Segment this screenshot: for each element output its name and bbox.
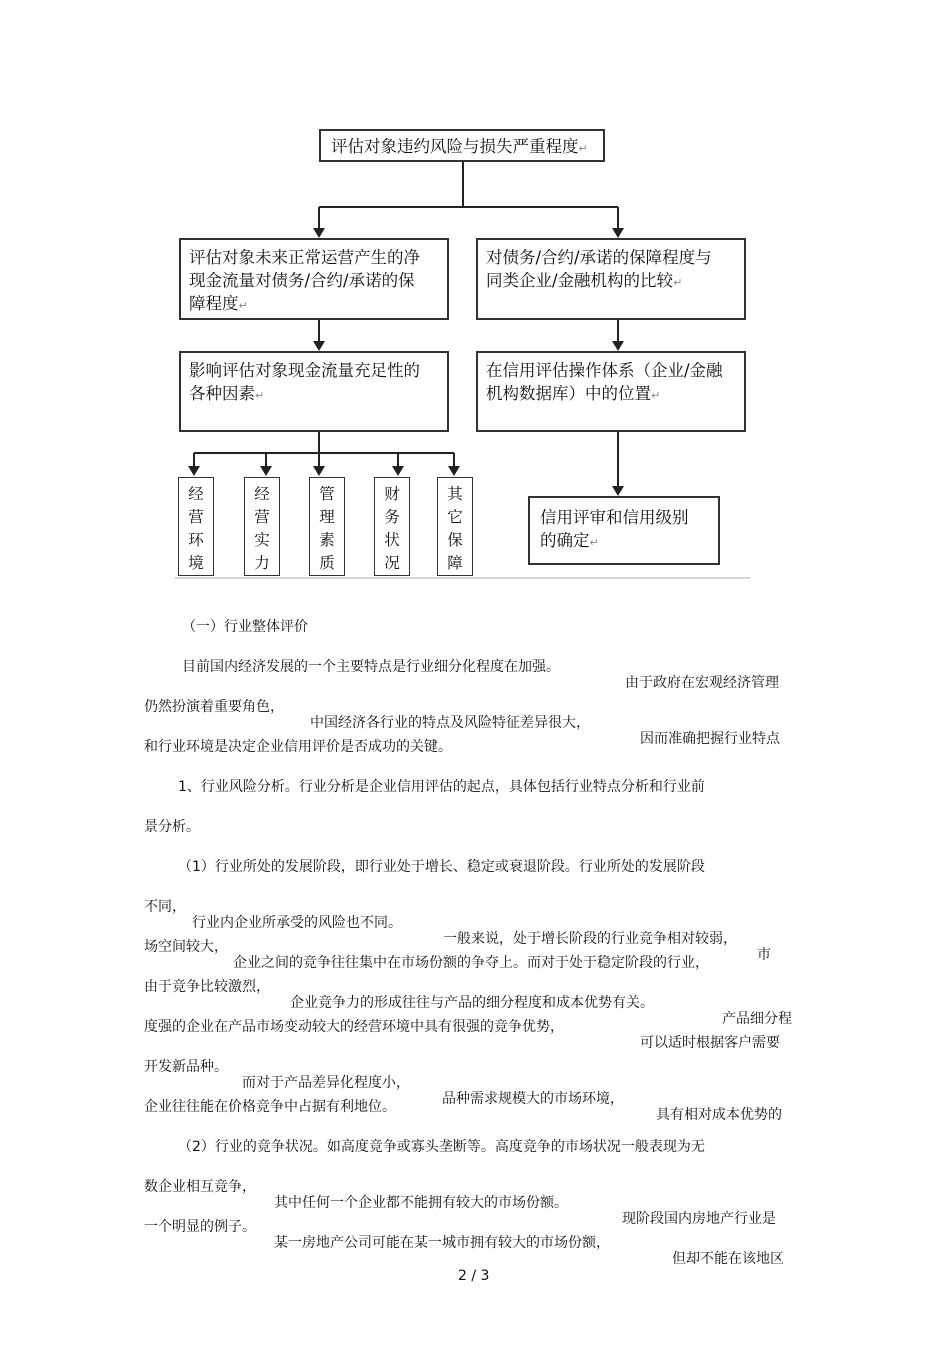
factor-label: 管 理 素 质 [319, 485, 335, 572]
right2-line-2: 机构数据库）中的位置↵ [486, 384, 661, 403]
paragraph-line [0, 1120, 950, 1155]
text-run: 不同， [144, 899, 186, 915]
text-run: 一般来说，处于增长阶段的行业竞争相对较弱， [443, 931, 737, 947]
text-run: 因而准确把握行业特点 [640, 731, 780, 747]
factor-box-operating-strength [244, 477, 280, 576]
flowchart-top-box [319, 129, 605, 162]
text-run: 由于政府在宏观经济管理 [625, 675, 779, 691]
top-box-text: 评估对象违约风险与损失严重程度 [331, 137, 579, 156]
left2-line-1: 影响评估对象现金流量充足性的 [189, 361, 420, 380]
text-run: 企业之间的竞争往往集中在市场份额的争夺上。而对于处于稳定阶段的行业， [233, 955, 709, 971]
text-run: 具有相对成本优势的 [656, 1107, 782, 1123]
text-run: 某一房地产公司可能在某一城市拥有较大的市场份额， [274, 1235, 610, 1251]
left1-line-1: 评估对象未来正常运营产生的净 [189, 248, 420, 267]
text-run: 企业往往能在价格竞争中占据有利地位。 [144, 1099, 396, 1115]
return-mark: ↵ [578, 142, 588, 155]
right1-line-1: 对债务/合约/承诺的保障程度与 [486, 248, 712, 267]
text-run: 数企业相互竞争， [144, 1179, 256, 1195]
arrowhead-right-3 [612, 486, 624, 496]
text-run: 可以适时根据客户需要 [640, 1035, 780, 1051]
arrowhead-right-2 [612, 341, 624, 351]
arrowhead-factor-1 [188, 466, 200, 476]
text-run: 行业内企业所承受的风险也不同。 [192, 915, 402, 931]
text-run: 企业竞争力的形成往往与产品的细分程度和成本优势有关。 [290, 995, 654, 1011]
factor-box-other-guarantees [437, 477, 473, 576]
text-run: 开发新品种。 [144, 1059, 228, 1075]
heading-text: （一）行业整体评价 [182, 619, 308, 635]
right2-line-1: 在信用评估操作体系（企业/金融 [486, 361, 723, 380]
paragraph-line [0, 760, 950, 795]
arrowhead-factor-5 [448, 466, 460, 476]
text-run: 1、行业风险分析。行业分析是企业信用评估的起点，具体包括行业特点分析和行业前 [178, 779, 705, 795]
flowchart-right-box-2 [476, 351, 746, 432]
text-run: 一个明显的例子。 [144, 1219, 256, 1235]
factor-box-operating-environment [178, 477, 214, 576]
page-number-text: 2 / 3 [458, 1268, 490, 1284]
text-run: 现阶段国内房地产行业是 [622, 1211, 776, 1227]
section-heading [0, 600, 950, 635]
right3-line-2: 的确定↵ [540, 531, 599, 550]
factor-box-financial-status [374, 477, 410, 576]
text-run: 市 [757, 947, 771, 963]
paragraph-line [0, 840, 950, 875]
arrowhead-left-1 [313, 228, 325, 238]
text-run: 而对于产品差异化程度小， [242, 1075, 410, 1091]
arrowhead-right-1 [612, 228, 624, 238]
flowchart-right-box-3 [528, 496, 720, 565]
left1-line-3: 障程度↵ [189, 294, 248, 313]
right3-line-1: 信用评审和信用级别 [540, 508, 689, 527]
text-run: 度强的企业在产品市场变动较大的经营环境中具有很强的竞争优势， [144, 1019, 564, 1035]
paragraph-line [0, 720, 950, 755]
text-run: 其中任何一个企业都不能拥有较大的市场份额。 [274, 1195, 568, 1211]
factor-label: 经 营 环 境 [188, 485, 204, 572]
text-run: （2）行业的竞争状况。如高度竞争或寡头垄断等。高度竞争的市场状况一般表现为无 [178, 1139, 705, 1155]
factor-label: 财 务 状 况 [384, 485, 400, 572]
text-run: 但却不能在该地区 [672, 1251, 784, 1267]
paragraph-line [0, 800, 950, 835]
text-run: 中国经济各行业的特点及风险特征差异很大， [310, 715, 590, 731]
arrowhead-factor-2 [260, 466, 272, 476]
text-run: 产品细分程 [722, 1011, 792, 1027]
left1-line-2: 现金流量对债务/合约/承诺的保 [189, 271, 415, 290]
page-number [0, 1252, 950, 1284]
flowchart-right-box-1 [476, 238, 746, 320]
flowchart-left-box-1 [179, 238, 449, 320]
factor-label: 其 它 保 障 [447, 485, 463, 572]
text-run: 由于竞争比较激烈， [144, 979, 270, 995]
text-run: 景分析。 [144, 819, 200, 835]
text-run: 仍然扮演着重要角色， [144, 699, 284, 715]
left2-line-2: 各种因素↵ [189, 384, 265, 403]
arrowhead-left-2 [313, 341, 325, 351]
right1-line-2: 同类企业/金融机构的比较↵ [486, 271, 683, 290]
text-run: 目前国内经济发展的一个主要特点是行业细分化程度在加强。 [182, 659, 560, 675]
text-run: 和行业环境是决定企业信用评价是否成功的关键。 [144, 739, 452, 755]
arrowhead-factor-4 [392, 466, 404, 476]
factor-label: 经 营 实 力 [254, 485, 270, 572]
arrowhead-factor-3 [313, 466, 325, 476]
text-run: （1）行业所处的发展阶段，即行业处于增长、稳定或衰退阶段。行业所处的发展阶段 [178, 859, 705, 875]
flowchart-connectors [0, 0, 950, 600]
text-run: 场空间较大， [144, 939, 228, 955]
factor-box-management-quality [309, 477, 345, 576]
text-run: 品种需求规模大的市场环境， [442, 1091, 624, 1107]
flowchart-left-box-2 [179, 351, 449, 432]
